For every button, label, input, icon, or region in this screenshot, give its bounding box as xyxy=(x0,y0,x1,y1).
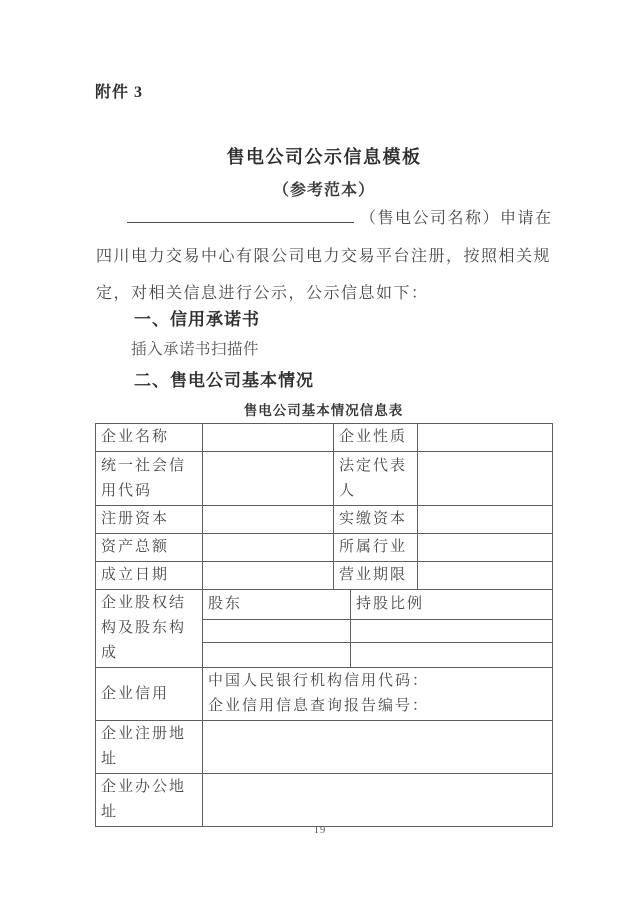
table-row xyxy=(96,721,553,774)
cell-shareholding-ratio-value-1 xyxy=(351,619,553,642)
credit-line-pbc-code: 中国人民银行机构信用代码： xyxy=(208,673,430,689)
cell-paid-in-capital-label: 实缴资本 xyxy=(334,506,418,534)
cell-enterprise-credit-value xyxy=(203,668,553,721)
table-row xyxy=(96,534,553,562)
table-row xyxy=(96,668,553,721)
table-row xyxy=(96,774,553,827)
section-2-heading: 二、售电公司基本情况 xyxy=(134,371,314,390)
table-row xyxy=(96,562,553,590)
cell-company-name-label: 企业名称 xyxy=(96,424,203,452)
cell-shareholder-structure-label: 企业股权结构及股东构成 xyxy=(96,590,203,668)
section-1-heading: 一、信用承诺书 xyxy=(134,310,260,329)
basic-info-table xyxy=(95,423,553,827)
intro-line-2: 四川电力交易中心有限公司电力交易平台注册，按照相关规 xyxy=(96,247,552,265)
table-row xyxy=(96,506,553,534)
cell-paid-in-capital-value xyxy=(418,506,553,534)
credit-line-report-number: 企业信用信息查询报告编号： xyxy=(208,698,430,714)
cell-shareholder-value-1 xyxy=(203,619,351,642)
cell-registered-capital-label: 注册资本 xyxy=(96,506,203,534)
doc-subtitle: （参考范本） xyxy=(272,182,375,199)
table-row xyxy=(96,424,553,452)
cell-credit-code-value xyxy=(203,452,334,506)
cell-shareholder-header: 股东 xyxy=(203,590,351,620)
cell-registered-capital-value xyxy=(203,506,334,534)
table-row xyxy=(96,452,553,506)
cell-registered-address-value xyxy=(203,721,553,774)
cell-founding-date-label: 成立日期 xyxy=(96,562,203,590)
cell-enterprise-credit-label: 企业信用 xyxy=(96,668,203,721)
cell-shareholder-value-2 xyxy=(203,642,351,667)
intro-line-1 xyxy=(96,200,556,238)
page-number: 19 xyxy=(313,825,327,836)
cell-credit-code-label: 统一社会信用代码 xyxy=(96,452,203,506)
table-row xyxy=(96,590,553,620)
cell-company-type-value xyxy=(418,424,553,452)
blank-underline xyxy=(127,205,354,223)
intro-line-3: 定，对相关信息进行公示，公示信息如下： xyxy=(96,285,429,302)
cell-shareholding-ratio-header: 持股比例 xyxy=(351,590,553,620)
cell-legal-rep-label: 法定代表人 xyxy=(334,452,418,506)
cell-industry-value xyxy=(418,534,553,562)
cell-registered-address-label: 企业注册地址 xyxy=(96,721,203,774)
scan-note: 插入承诺书扫描件 xyxy=(131,341,260,358)
cell-office-address-label: 企业办公地址 xyxy=(96,774,203,827)
cell-total-assets-label: 资产总额 xyxy=(96,534,203,562)
table-caption: 售电公司基本情况信息表 xyxy=(243,403,404,418)
cell-office-address-value xyxy=(203,774,553,827)
cell-company-name-value xyxy=(203,424,334,452)
cell-industry-label: 所属行业 xyxy=(334,534,418,562)
cell-business-term-label: 营业期限 xyxy=(334,562,418,590)
intro-paragraph xyxy=(96,200,556,313)
cell-shareholding-ratio-value-2 xyxy=(351,642,553,667)
cell-founding-date-value xyxy=(203,562,334,590)
attachment-label: 附件 3 xyxy=(95,84,144,101)
doc-title: 售电公司公示信息模板 xyxy=(226,147,422,167)
cell-company-type-label: 企业性质 xyxy=(334,424,418,452)
cell-total-assets-value xyxy=(203,534,334,562)
cell-business-term-value xyxy=(418,562,553,590)
intro-line-1-text: （售电公司名称）申请在 xyxy=(360,210,553,227)
cell-legal-rep-value xyxy=(418,452,553,506)
